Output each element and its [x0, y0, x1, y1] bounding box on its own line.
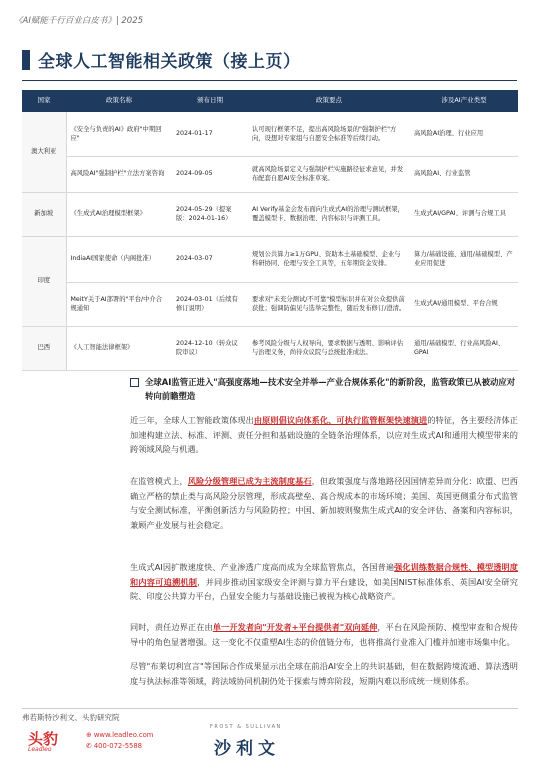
industry-cell: 高风险AI、行业监管	[410, 156, 518, 192]
paragraph-2: 在监管模式上，风险分级管理已成为主流制度基石，但政策强度与落地路径因国情差异而分化：欧盟、巴西确立严格的禁止类与高风险分层管理，形成高壁垒、高合规成本的市场环境；美国、英国更侧重分布式监管与安全测试标准，平衡创新活力与风险防控；中国、新加坡则聚焦生成式AI的安全评估、备案和内容标识，兼顾产业发展与社会稳定。	[130, 476, 518, 530]
highlight-text: 强化训练数据合规性、模型透明度和内容可追溯机制	[130, 562, 518, 587]
country-cell: 澳大利亚	[22, 112, 66, 192]
website-link[interactable]: ⊕ www.leadleo.com	[86, 731, 154, 739]
header-points: 政策要点	[248, 90, 410, 112]
footer-divider	[22, 708, 518, 709]
table-row	[22, 112, 518, 156]
date-cell: 2024-03-07	[172, 236, 248, 282]
policy-name-cell: MeitY关于AI部署的"平台/中介合规通知	[66, 282, 172, 326]
industry-cell: 生成式AI/GPAI、评测与合规工具	[410, 192, 518, 236]
points-cell: 就高风险场景定义与强制护栏实施路径征求意见，并发布配套自愿AI安全标准草案。	[248, 156, 410, 192]
points-cell: AI Verify基金会发布面向生成式AI的治理与测试框架，覆盖模型卡、数据治理、内容标识与评测工具。	[248, 192, 410, 236]
document-header: 《AI赋能千行百业白皮书》| 2025	[14, 16, 144, 26]
header-policy: 政策名称	[66, 90, 172, 112]
date-cell: 2024-09-05	[172, 156, 248, 192]
paragraph-4: 同时，责任边界正在由单一开发者向"开发者+平台提供者"双向延伸，平台在风险预防、模型审查和合规传导中的角色显著增强。这一变化不仅重塑AI生态的价值链分布，也将推高行业准入门槛并加速市场集中化。	[130, 622, 518, 647]
paragraph-5: 尽管"布莱切利宣言"等国际合作成果显示出全球在前沿AI安全上的共识基础，但在数据跨境流通、算法透明度与执法标准等领域，跨法域协同机制仍处于探索与博弈阶段，短期内难以形成统一规则体系。	[130, 661, 518, 686]
policy-table	[22, 90, 518, 371]
policy-name-cell: IndiaAI国家使命（内阁批准）	[66, 236, 172, 282]
policy-name-cell: 《安全与负责的AI》政府"中期回应"	[66, 112, 172, 156]
points-cell: 认可现行框架不足，提出高风险场景的"强制护栏"方向，设想对专家组与自愿安全标准等后续行动。	[248, 112, 410, 156]
industry-cell: 通用/基础模型、行业高风险AI、GPAI	[410, 326, 518, 370]
policy-name-cell: 高风险AI"强制护栏"立法方案咨询	[66, 156, 172, 192]
industry-cell: 生成式AI/通用模型、平台合规	[410, 282, 518, 326]
date-cell: 2024-12-10（转众议院审议）	[172, 326, 248, 370]
highlight-text: 风险分级管理已成为主流制度基石	[187, 476, 312, 486]
table-row	[22, 236, 518, 282]
frost-sullivan-logo-top: FROST & SULLIVAN	[210, 724, 282, 730]
table-row	[22, 282, 518, 326]
country-cell: 新加坡	[22, 192, 66, 236]
country-cell: 巴西	[22, 326, 66, 370]
leadleo-logo-sub: Leadleo	[28, 746, 52, 753]
leadleo-logo: 头豹	[28, 730, 59, 748]
header-date: 颁布日期	[172, 90, 248, 112]
points-cell: 参考风险分级与人权导向，要求数据与透明、影响评估与治理义务，尚待众议院与总统批准成法。	[248, 326, 410, 370]
policy-name-cell: 《人工智能法律框架》	[66, 326, 172, 370]
frost-sullivan-logo: 沙利文	[214, 739, 280, 759]
date-cell: 2024-05-29（提案版：2024-01-16）	[172, 192, 248, 236]
table-row	[22, 326, 518, 370]
phone-number: ✆ 400-072-5588	[86, 742, 143, 750]
page-title: 全球人工智能相关政策（接上页）	[38, 52, 301, 72]
phone-icon: ✆	[86, 742, 94, 750]
industry-cell: 算力/基础设施、通用/基础模型、产业应用促进	[410, 236, 518, 282]
lead-statement: 全球AI监管正进入"高强度落地—技术安全并举—产业合规体系化"的新阶段，监管政策已从被动应对转向前瞻塑造	[145, 377, 516, 402]
header-industry: 涉及AI产业类型	[410, 90, 518, 112]
date-cell: 2024-01-17	[172, 112, 248, 156]
source-note: 弗若斯特沙利文、头豹研究院	[22, 713, 120, 722]
paragraph-3: 生成式AI因扩散速度快、产业渗透广度高而成为全球监管焦点，各国普遍强化训练数据合规性、模型透明度和内容可追溯机制，并同步推动国家级安全评测与算力平台建设，如美国NIST标准体系、英国AI安全研究院、印度公共算力平台，凸显安全能力与基础设施已被视为核心战略资产。	[130, 562, 518, 602]
industry-cell: 高风险AI治理、行业应用	[410, 112, 518, 156]
title-divider	[22, 80, 517, 81]
header-country: 国家	[22, 90, 66, 112]
table-header-row	[22, 90, 518, 112]
table-row	[22, 192, 518, 236]
date-cell: 2024-03-01（后续有修订说明）	[172, 282, 248, 326]
highlight-text: 单一开发者向"开发者+平台提供者"双向延伸	[212, 622, 378, 632]
points-cell: 要求对"未充分测试/不可靠"模型标识并在对公众提供前获批；强调防偏见与选举完整性，随后发布修订/澄清。	[248, 282, 410, 326]
table-row	[22, 156, 518, 192]
checkbox-bullet-icon	[130, 378, 139, 387]
country-cell: 印度	[22, 236, 66, 326]
title-accent-bar	[22, 50, 30, 70]
highlight-text: 由原则倡议向体系化、可执行监管框架快速演进	[253, 415, 428, 425]
policy-name-cell: 《生成式AI治理模型框架》	[66, 192, 172, 236]
globe-icon: ⊕	[86, 731, 94, 739]
paragraph-1: 近三年，全球人工智能政策体现出由原则倡议向体系化、可执行监管框架快速演进的特征，各主要经济体正加速构建立法、标准、评测、责任分担和基础设施的全链条治理体系，以应对生成式AI和通用大模型带来的跨领域风险与机遇。	[130, 415, 518, 455]
points-cell: 规划公共算力≥1万GPU、资助本土基础模型、企业与科研协同、伦理与安全工具等，五年期资金安排。	[248, 236, 410, 282]
